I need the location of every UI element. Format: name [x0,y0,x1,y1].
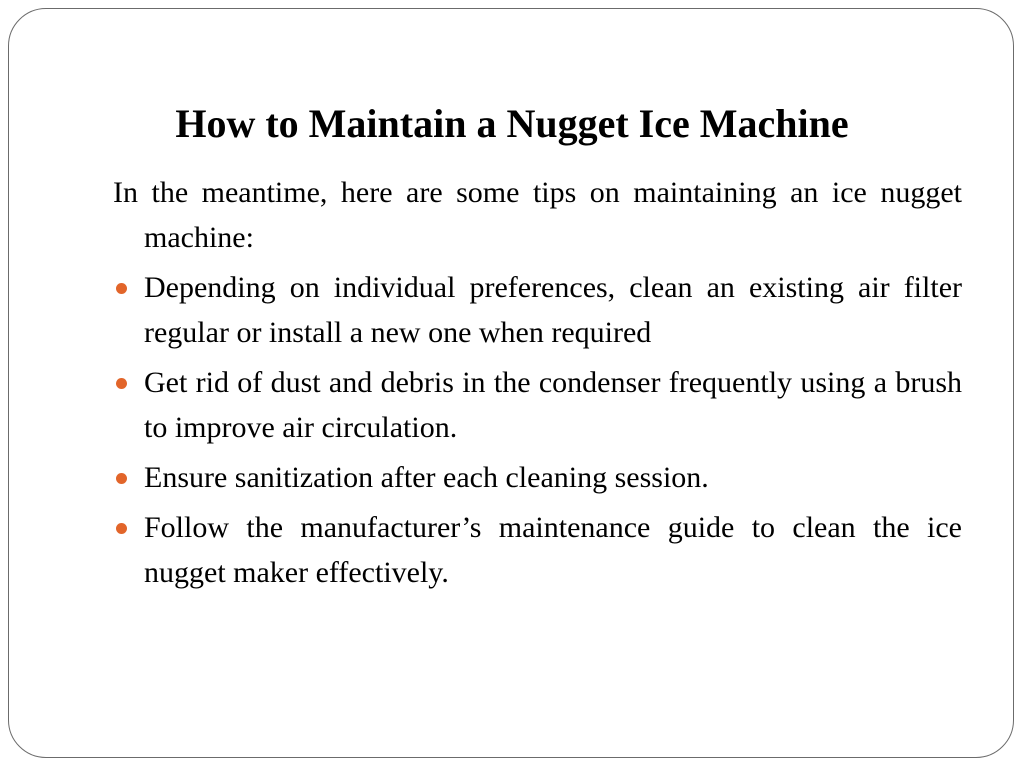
bullet-dot-icon [116,473,127,484]
slide-title: How to Maintain a Nugget Ice Machine [175,101,849,146]
intro-paragraph: In the meantime, here are some tips on maintaining an ice nugget machine: [113,176,962,254]
bullet-text: Follow the manufacturer’s maintenance guide to clean the ice nugget maker effectively. [144,511,962,589]
bullet-item-manufacturer-guide [113,505,962,595]
bullet-dot-icon [116,283,127,294]
bullet-item-air-filter [113,265,962,355]
slide-body [113,170,962,595]
bullet-dot-icon [116,523,127,534]
bullet-dot-icon [116,378,127,389]
bullet-item-sanitization [113,455,962,500]
bullet-text: Ensure sanitization after each cleaning session. [144,461,709,494]
bullet-text: Get rid of dust and debris in the condenser frequently using a brush to improve air circulation. [144,366,962,444]
bullet-text: Depending on individual preferences, clean an existing air filter regular or install a new one when required [144,271,962,349]
bullet-item-condenser [113,360,962,450]
